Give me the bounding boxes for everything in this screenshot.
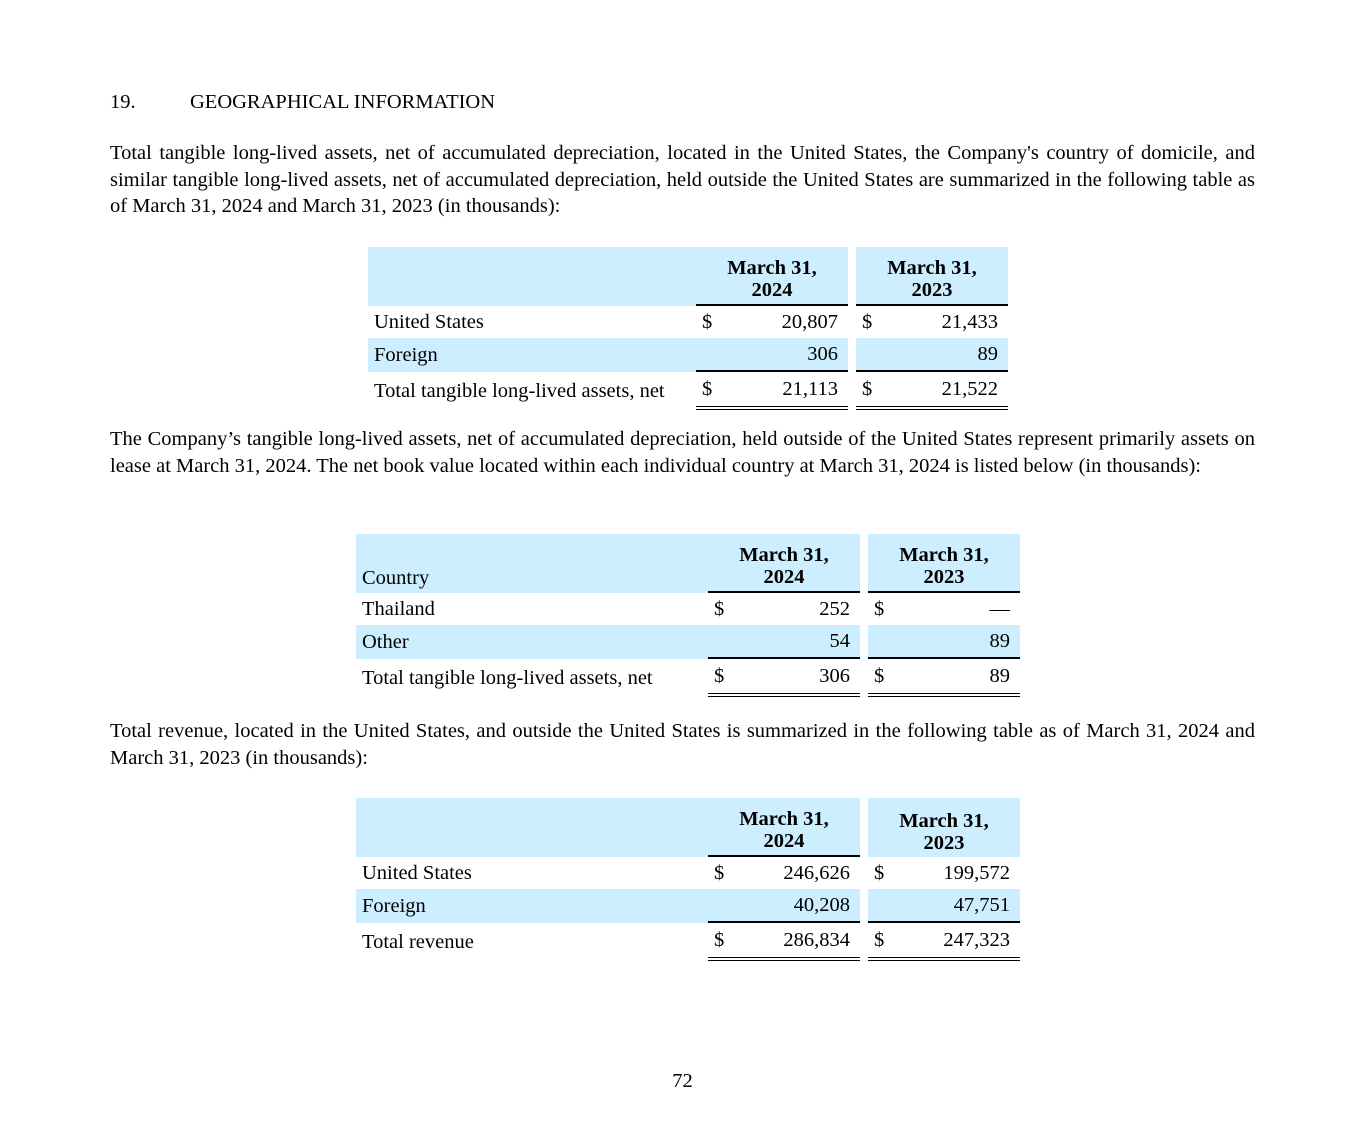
currency-symbol: $ [868, 923, 896, 961]
table-header-label [356, 798, 708, 857]
table-long-lived-assets [368, 247, 1008, 410]
section-number: 19. [110, 91, 136, 113]
currency-symbol: $ [714, 861, 725, 884]
table-row [368, 306, 1008, 338]
column-header-2023: March 31, 2023 [868, 534, 1020, 593]
value-2023: 247,323 [896, 923, 1020, 961]
value-2023: 89 [896, 659, 1020, 697]
value-2023: 199,572 [943, 861, 1010, 884]
row-label: Total tangible long-lived assets, net [374, 379, 665, 402]
currency-symbol: $ [868, 659, 896, 697]
value-2023: 47,751 [896, 889, 1020, 923]
value-2023: 89 [896, 625, 1020, 659]
table-row [356, 857, 1020, 889]
column-header-2023: March 31, 2023 [868, 798, 1020, 857]
paragraph-foreign-assets: The Company’s tangible long-lived assets, net of accumulated depreciation, held outside of the United States represent primarily assets on lease at March 31, 2024. The net book value located within each individual country at March 31, 2024 is listed below (in thousands): [110, 428, 1255, 477]
row-label: Foreign [356, 889, 708, 923]
currency-symbol [708, 625, 736, 659]
row-label: United States [362, 861, 472, 884]
value-2024: 306 [736, 659, 860, 697]
value-2024: 20,807 [781, 310, 838, 333]
section-title: GEOGRAPHICAL INFORMATION [190, 91, 496, 113]
row-label: Total revenue [362, 930, 474, 953]
table-header-label [368, 247, 696, 306]
table-row [368, 338, 1008, 372]
table-revenue [356, 798, 1020, 961]
value-2023: 21,522 [884, 372, 1008, 410]
value-2024: 286,834 [736, 923, 860, 961]
currency-symbol: $ [874, 597, 885, 620]
currency-symbol: $ [856, 372, 884, 410]
column-header-2024: March 31, 2024 [708, 534, 860, 593]
currency-symbol [868, 889, 896, 923]
currency-symbol: $ [696, 372, 724, 410]
section-heading [110, 91, 495, 114]
value-2024: 246,626 [783, 861, 850, 884]
paragraph-revenue: Total revenue, located in the United States, and outside the United States is summarized in the following table as of March 31, 2024 and March 31, 2023 (in thousands): [110, 720, 1255, 769]
value-2024: 40,208 [736, 889, 860, 923]
currency-symbol [708, 889, 736, 923]
row-label: United States [374, 310, 484, 333]
currency-symbol: $ [702, 310, 713, 333]
currency-symbol [856, 338, 884, 372]
table-row-total [368, 372, 1008, 410]
table-row-total [356, 923, 1020, 961]
currency-symbol: $ [862, 310, 873, 333]
table-row [356, 889, 1020, 923]
paragraph-long-lived-assets: Total tangible long-lived assets, net of accumulated depreciation, located in the United States, the Company's country of domicile, and similar tangible long-lived assets, net of accumulated depreciation, held outside the United States are summarized in the following table as of March 31, 2024 and March 31, 2023 (in thousands): [110, 142, 1255, 217]
currency-symbol [868, 625, 896, 659]
row-label: Thailand [362, 597, 435, 620]
column-header-2023: March 31, 2023 [856, 247, 1008, 306]
table-assets-by-country [356, 534, 1020, 697]
value-2024: 252 [819, 597, 850, 620]
table-header-label: Country [356, 534, 708, 593]
value-2024: 21,113 [724, 372, 848, 410]
currency-symbol: $ [708, 659, 736, 697]
currency-symbol: $ [708, 923, 736, 961]
column-header-2024: March 31, 2024 [696, 247, 848, 306]
currency-symbol: $ [714, 597, 725, 620]
value-2023: 89 [884, 338, 1008, 372]
value-2023: — [989, 597, 1010, 620]
row-label: Other [356, 625, 708, 659]
page-number: 72 [672, 1070, 693, 1092]
currency-symbol: $ [874, 861, 885, 884]
table-row [356, 625, 1020, 659]
table-row-total [356, 659, 1020, 697]
row-label: Foreign [368, 338, 696, 372]
row-label: Total tangible long-lived assets, net [362, 666, 653, 689]
value-2024: 54 [736, 625, 860, 659]
currency-symbol [696, 338, 724, 372]
value-2023: 21,433 [941, 310, 998, 333]
table-row [356, 593, 1020, 625]
column-header-2024: March 31, 2024 [708, 798, 860, 857]
value-2024: 306 [724, 338, 848, 372]
